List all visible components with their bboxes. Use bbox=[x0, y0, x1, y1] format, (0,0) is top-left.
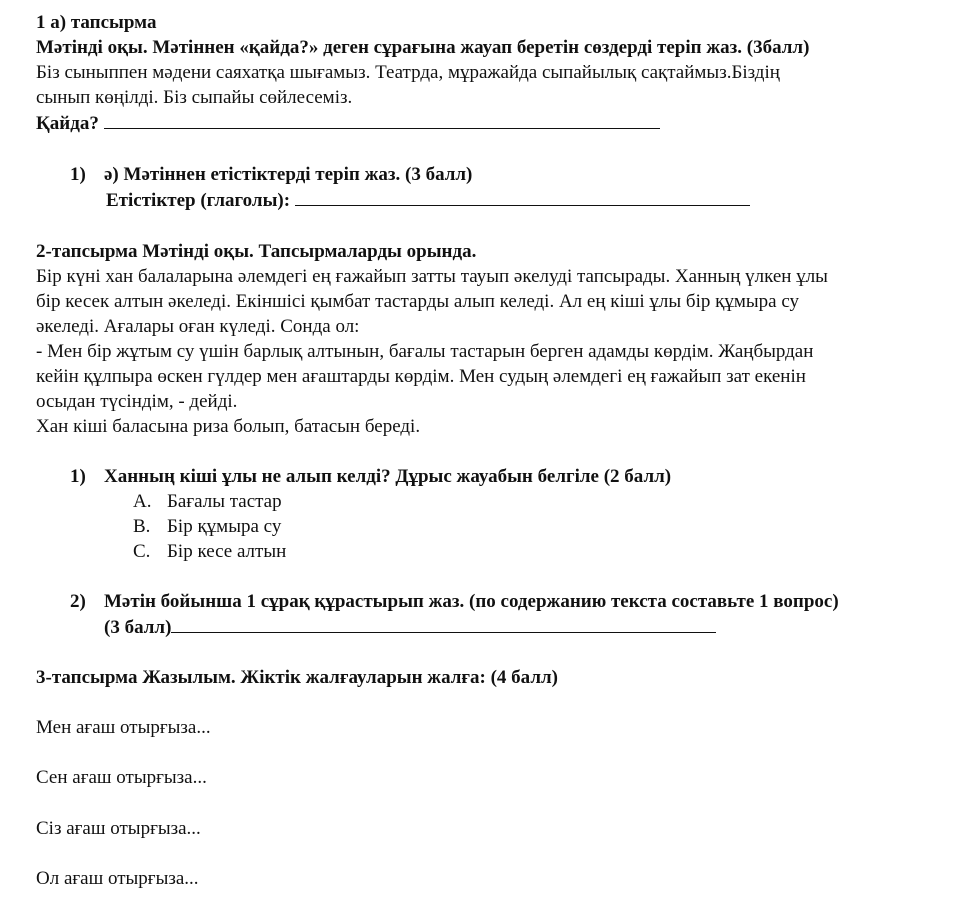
sentence-item: Мен ағаш отырғыза... bbox=[36, 717, 211, 738]
option-text: Бір құмыра су bbox=[167, 516, 282, 537]
points-label: (3 балл) bbox=[104, 617, 172, 638]
task1-text-line: Біз сыныппен мәдени саяхатқа шығамыз. Театрда, мұражайда сыпайылық сақтаймыз.Біздің bbox=[36, 62, 780, 83]
task2-text-line: бір кесек алтын әкеледі. Екіншісі қымбат тастарды алып келеді. Ал ең кіші ұлы бір құмыра су bbox=[36, 291, 799, 312]
where-answer-row bbox=[36, 110, 956, 136]
answer-option-b[interactable] bbox=[133, 514, 956, 539]
task1-instruction: Мәтінді оқы. Мәтіннен «қайда?» деген сұрағына жауап беретін сөздерді теріп жаз. (3балл) bbox=[36, 37, 810, 58]
answer-option-c[interactable] bbox=[133, 539, 956, 564]
sub-question-text: ә) Мәтіннен етістіктерді теріп жаз. (3 балл) bbox=[104, 164, 473, 185]
task2-text-line: осыдан түсіндім, - дейді. bbox=[36, 391, 238, 412]
task1-sub-question bbox=[70, 162, 956, 187]
worksheet bbox=[36, 10, 956, 891]
where-answer-line[interactable] bbox=[104, 110, 660, 129]
task2-text-line: Хан кіші баласына риза болып, батасын береді. bbox=[36, 416, 421, 437]
task2-question-2 bbox=[70, 589, 956, 614]
sentence-item: Сіз ағаш отырғыза... bbox=[36, 818, 201, 839]
verbs-label: Етістіктер (глаголы): bbox=[106, 190, 291, 211]
option-label: А. bbox=[133, 491, 152, 512]
task2-text-line: әкеледі. Ағалары оған күледі. Сонда ол: bbox=[36, 316, 360, 337]
answer-option-a[interactable] bbox=[133, 489, 956, 514]
verbs-answer-row bbox=[106, 187, 956, 213]
where-label: Қайда? bbox=[36, 113, 99, 134]
task2-text-line: кейін құлпыра өскен гүлдер мен ағаштарды көрдім. Мен судың әлемдегі ең ғажайып зат екенін bbox=[36, 366, 806, 387]
sub-question-number: 1) bbox=[70, 164, 86, 185]
question-text: Ханның кіші ұлы не алып келді? Дұрыс жауабын белгіле (2 балл) bbox=[104, 466, 672, 487]
option-label: В. bbox=[133, 516, 151, 537]
question-answer-line[interactable] bbox=[171, 614, 716, 633]
option-label: С. bbox=[133, 541, 151, 562]
task2-text-line: Бір күні хан балаларына әлемдегі ең ғажайып затты тауып әкелуді тапсырады. Ханның үлкен ұлы bbox=[36, 266, 828, 287]
question-answer-row bbox=[104, 614, 956, 640]
task2-heading: 2-тапсырма Мәтінді оқы. Тапсырмаларды орында. bbox=[36, 241, 477, 262]
task3-heading: 3-тапсырма Жазылым. Жіктік жалғауларын жалға: (4 балл) bbox=[36, 667, 558, 688]
task1-heading: 1 а) тапсырма bbox=[36, 12, 157, 33]
verbs-answer-line[interactable] bbox=[295, 187, 750, 206]
question-number: 2) bbox=[70, 591, 86, 612]
task1-text-line: сынып көңілді. Біз сыпайы сөйлесеміз. bbox=[36, 87, 353, 108]
task2-question-1 bbox=[70, 464, 956, 489]
question-text: Мәтін бойынша 1 сұрақ құрастырып жаз. (по содержанию текста составьте 1 вопрос) bbox=[104, 591, 839, 612]
sentence-item: Сен ағаш отырғыза... bbox=[36, 767, 207, 788]
option-text: Бір кесе алтын bbox=[167, 541, 287, 562]
task2-text-line: - Мен бір жұтым су үшін барлық алтынын, бағалы тастарын берген адамды көрдім. Жаңбырдан bbox=[36, 341, 814, 362]
sentence-item: Ол ағаш отырғыза... bbox=[36, 868, 199, 889]
option-text: Бағалы тастар bbox=[167, 491, 282, 512]
question-number: 1) bbox=[70, 466, 86, 487]
